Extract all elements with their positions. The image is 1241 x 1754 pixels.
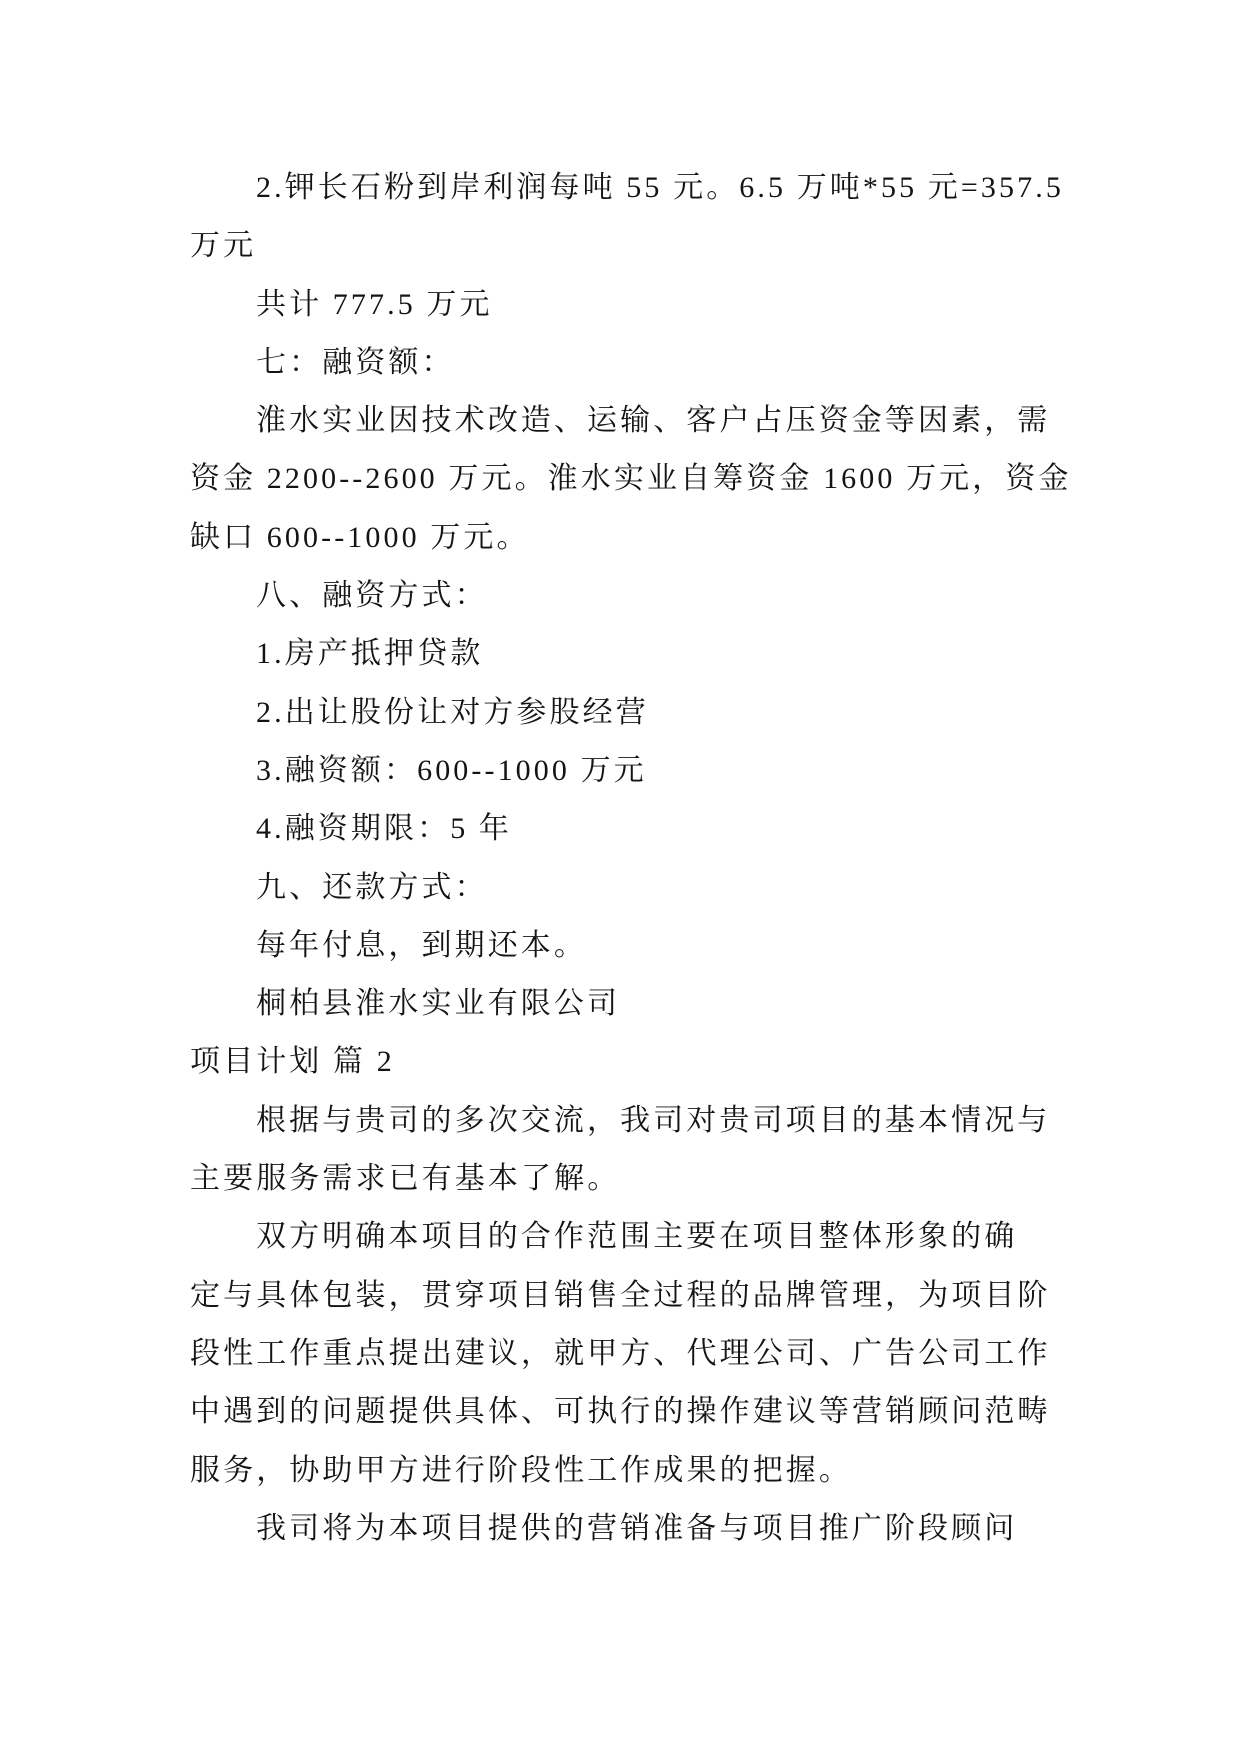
financing-amount-paragraph (190, 392, 1130, 567)
intro-paragraph (190, 1092, 1130, 1209)
paragraph-line: 主要服务需求已有基本了解。 (190, 1162, 621, 1196)
paragraph-line: 每年付息，到期还本。 (256, 928, 587, 962)
paragraph-line: 2.出让股份让对方参股经营 (256, 695, 649, 729)
paragraph-line: 双方明确本项目的合作范围主要在项目整体形象的确 (256, 1220, 1018, 1254)
paragraph-line: 3.融资额：600--1000 万元 (256, 753, 647, 787)
repayment-heading (190, 859, 1130, 917)
paragraph-line: 中遇到的问题提供具体、可执行的操作建议等营销顾问范畴 (190, 1395, 1051, 1429)
paragraph-line: 定与具体包装，贯穿项目销售全过程的品牌管理，为项目阶 (190, 1278, 1051, 1312)
paragraph-line: 七：融资额： (256, 345, 455, 379)
paragraph-line: 八、融资方式： (256, 579, 488, 613)
paragraph-line: 淮水实业因技术改造、运输、客户占压资金等因素，需 (256, 404, 1051, 438)
paragraph-line: 2.钾长石粉到岸利润每吨 55 元。6.5 万吨*55 元=357.5 (256, 171, 1064, 204)
list-item (190, 742, 1130, 800)
company-name (190, 975, 1130, 1033)
financing-method-heading (190, 567, 1130, 625)
list-item (190, 800, 1130, 858)
profit-paragraph (190, 159, 1130, 276)
paragraph-line: 缺口 600--1000 万元。 (190, 520, 530, 554)
paragraph-line: 我司将为本项目提供的营销准备与项目推广阶段顾问 (256, 1511, 1018, 1545)
list-item (190, 625, 1130, 683)
repayment-paragraph (190, 917, 1130, 975)
paragraph-line: 4.融资期限：5 年 (256, 812, 512, 846)
total-paragraph (190, 276, 1130, 334)
section-heading-text: 项目计划 篇 2 (190, 1045, 395, 1079)
paragraph-line: 服务，协助甲方进行阶段性工作成果的把握。 (190, 1453, 852, 1487)
paragraph-line: 万元 (190, 229, 257, 263)
paragraph-line: 九、还款方式： (256, 870, 488, 904)
paragraph-line: 根据与贵司的多次交流，我司对贵司项目的基本情况与 (256, 1103, 1051, 1137)
financing-amount-heading (190, 334, 1130, 392)
document-body (190, 159, 1130, 1558)
paragraph-line: 桐柏县淮水实业有限公司 (256, 987, 621, 1021)
paragraph-line: 资金 2200--2600 万元。淮水实业自筹资金 1600 万元，资金 (190, 462, 1072, 496)
scope-paragraph (190, 1208, 1130, 1499)
section-heading (190, 1033, 1130, 1091)
paragraph-line: 1.房产抵押贷款 (256, 637, 484, 671)
list-item (190, 684, 1130, 742)
paragraph-line: 共计 777.5 万元 (256, 287, 493, 321)
paragraph-line: 段性工作重点提出建议，就甲方、代理公司、广告公司工作 (190, 1336, 1051, 1370)
services-paragraph (190, 1500, 1130, 1558)
